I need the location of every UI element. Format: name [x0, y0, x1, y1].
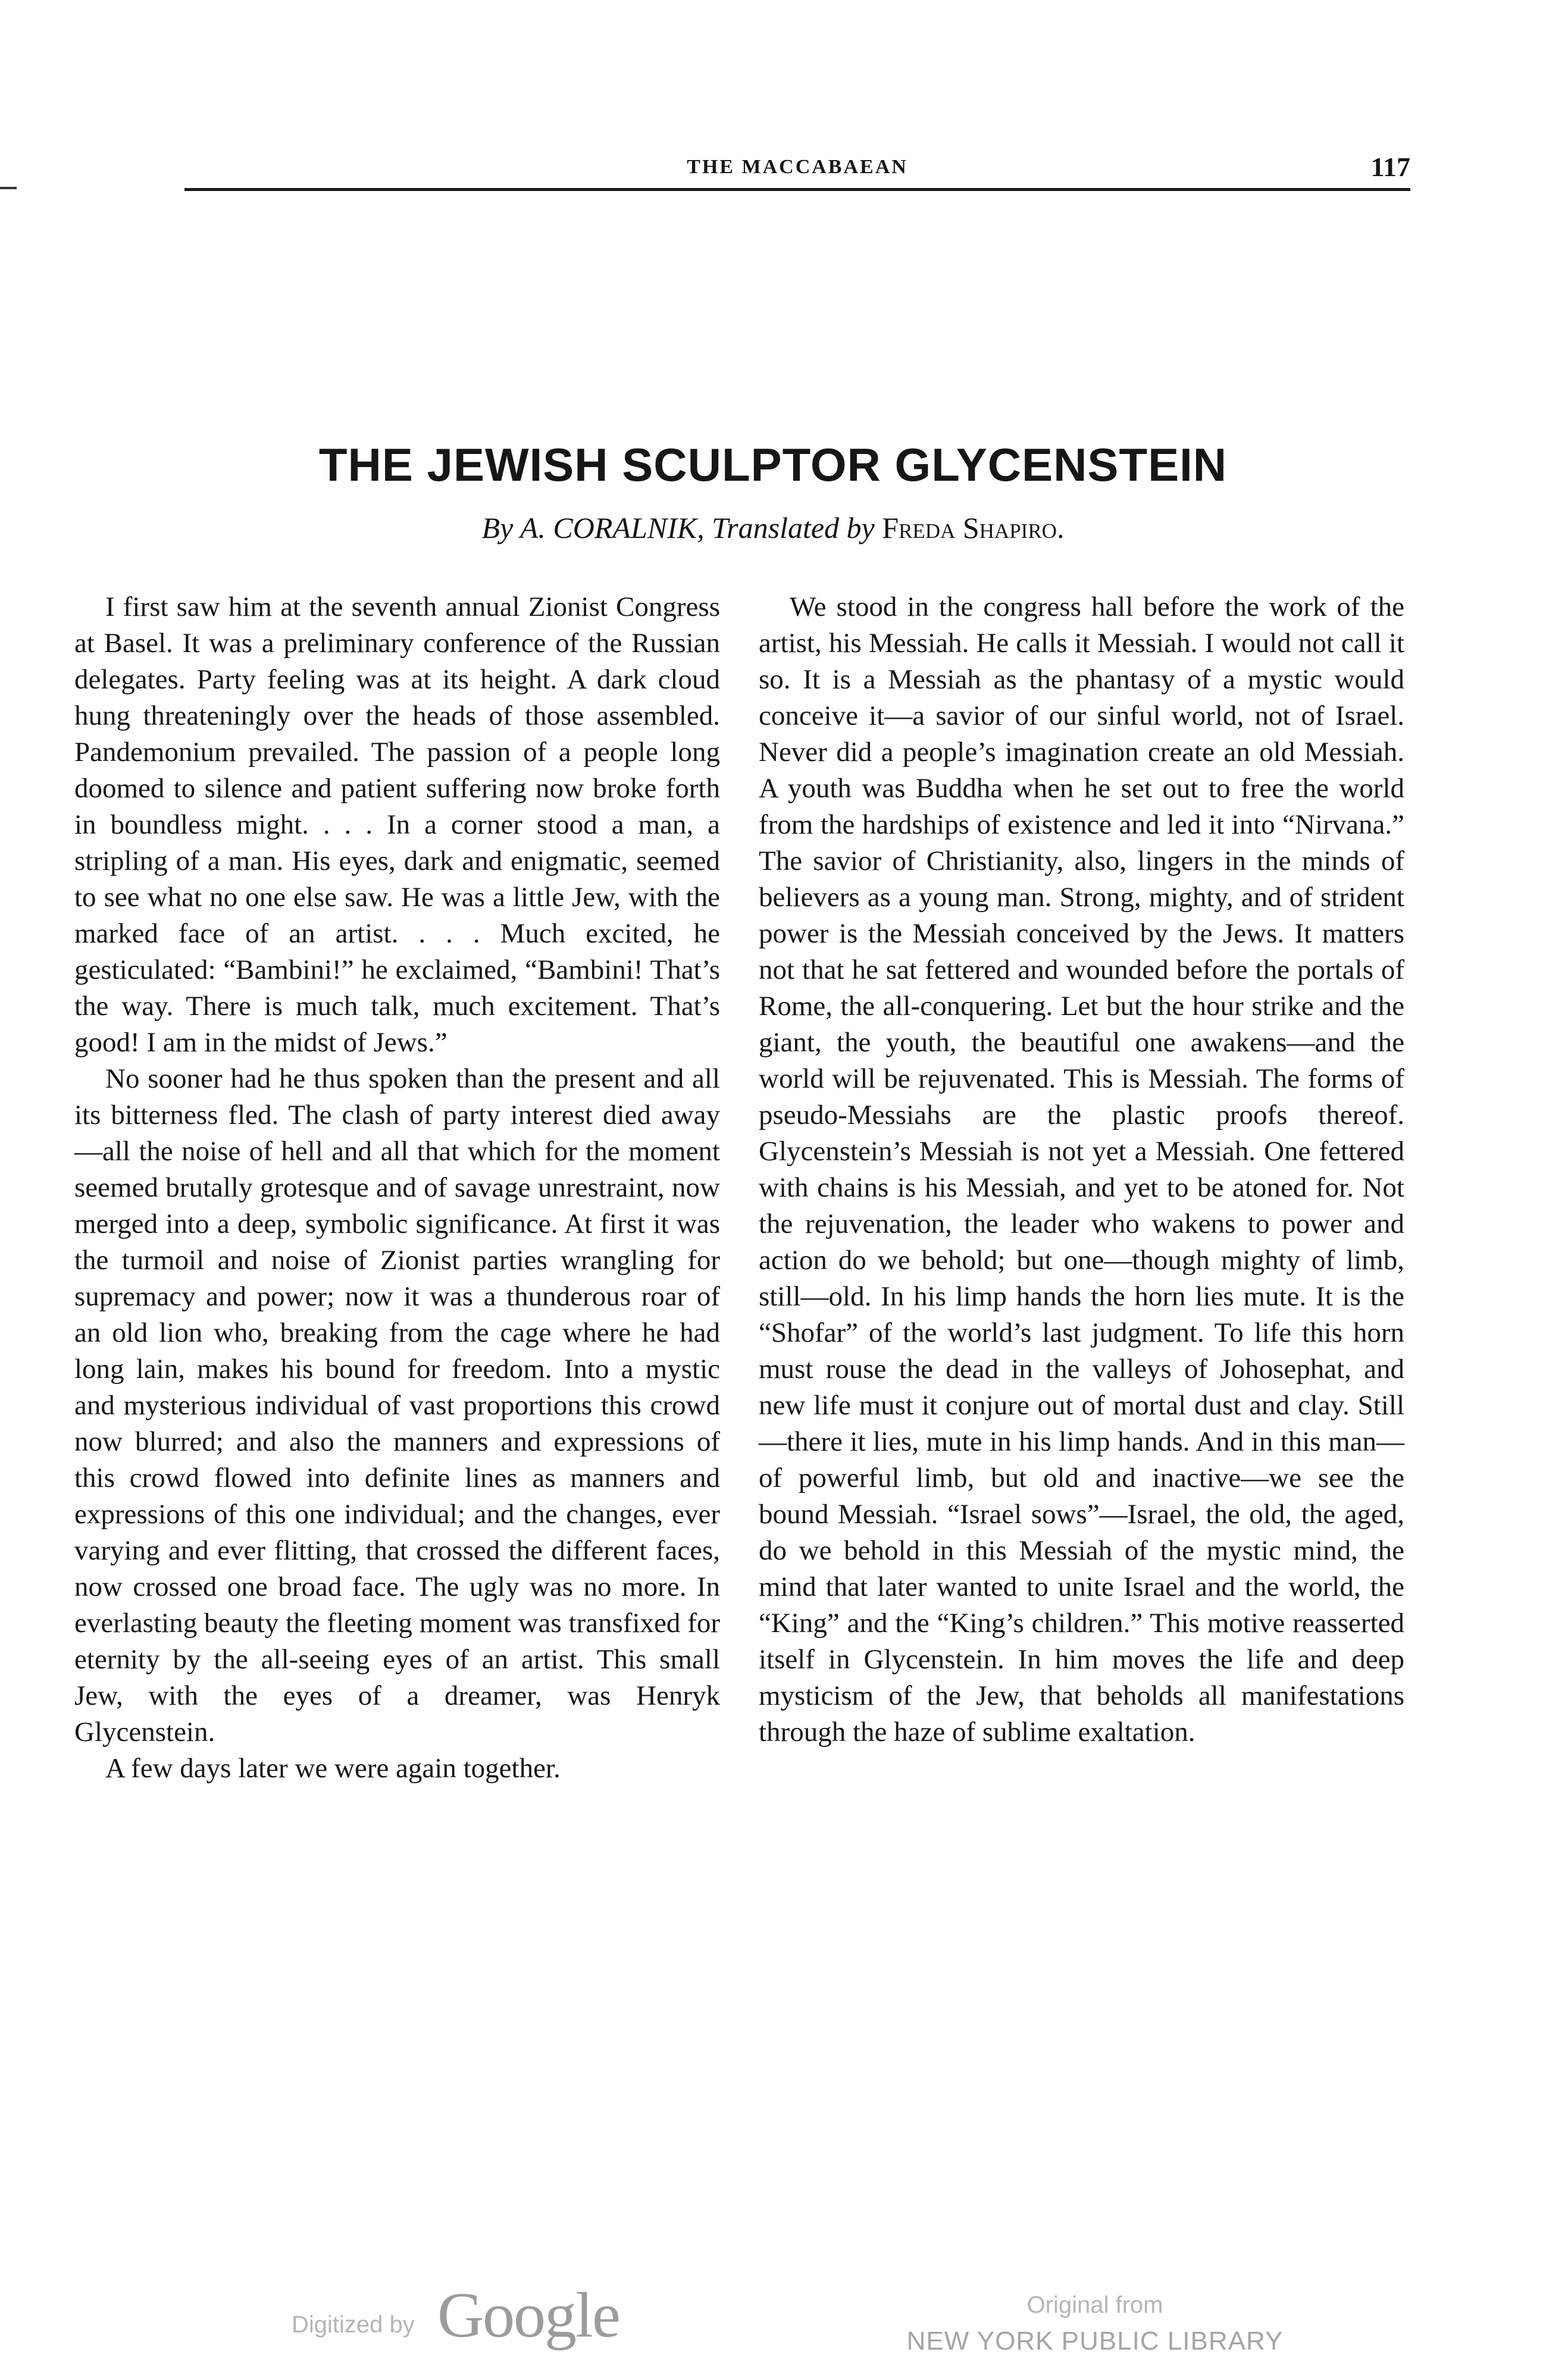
byline-translator: Freda Shapiro.	[882, 511, 1065, 544]
running-head	[184, 152, 1410, 184]
digitized-by-label: Digitized by	[292, 2312, 415, 2338]
google-logo: Google	[437, 2280, 619, 2351]
right-column	[759, 589, 1404, 1750]
byline-author: By A. CORALNIK, Translated by	[481, 511, 875, 544]
digitization-footer	[0, 2279, 1546, 2368]
library-name: NEW YORK PUBLIC LIBRARY	[906, 2326, 1284, 2356]
margin-mark	[0, 187, 17, 189]
paragraph: I first saw him at the seventh annual Zionist Congress at Basel. It was a preliminary conference of the Russian delegates. Party feeling was at its height. A dark cloud hung threateningly over the heads of those assembled. Pandemonium prevailed. The passion of a people long doomed to silence and patient suffering now broke forth in boundless might. . . . In a corner stood a man, a stripling of a man. His eyes, dark and enigmatic, seemed to see what no one else saw. He was a little Jew, with the marked face of an artist. . . . Much excited, he gesticulated: “Bambini!” he exclaimed, “Bambini! That’s the way. There is much talk, much excitement. That’s good! I am in the midst of Jews.”	[74, 591, 720, 1058]
paragraph: We stood in the congress hall before the work of the artist, his Messiah. He calls it Messiah. I would not call it so. It is a Messiah as the phantasy of a mystic would conceive it—a savior of our sinful world, not of Israel. Never did a people’s imagination create an old Messiah. A youth was Buddha when he set out to free the world from the hardships of existence and led it into “Nirvana.” The savior of Christianity, also, lingers in the minds of believers as a young man. Strong, mighty, and of strident power is the Messiah conceived by the Jews. It matters not that he sat fettered and wounded before the portals of Rome, the all-conquering. Let but the hour strike and the giant, the youth, the beautiful one awakens—and the world will be rejuvenated. This is Messiah. The forms of pseudo-Messiahs are the plastic proofs thereof. Glycenstein’s Messiah is not yet a Messiah. One fettered with chains is his Messiah, and yet to be atoned for. Not the rejuvenation, the leader who wakens to power and action do we behold; but one—though mighty of limb, still—old. In his limp hands the horn lies mute. It is the “Shofar” of the world’s last judgment. To life this horn must rouse the dead in the valleys of Johosephat, and new life must it conjure out of mortal dust and clay. Still—there it lies, mute in his limp hands. And in this man—of powerful limb, but old and inactive—we see the bound Messiah. “Israel sows”—Israel, the old, the aged, do we behold in this Messiah of the mystic mind, the mind that later wanted to unite Israel and the world, the “King” and the “King’s children.” This motive reasserted itself in Glycenstein. In him moves the life and deep mysticism of the Jew, that beholds all manifestations through the haze of sublime exaltation.	[759, 591, 1404, 1748]
paragraph: No sooner had he thus spoken than the present and all its bitterness fled. The clash of party interest died away—all the noise of hell and all that which for the moment seemed brutally grotesque and of savage unrestraint, now merged into a deep, symbolic significance. At first it was the turmoil and noise of Zionist parties wrangling for supremacy and power; now it was a thunderous roar of an old lion who, breaking from the cage where he had long lain, makes his bound for freedom. Into a mystic and mysterious individual of vast proportions this crowd now blurred; and also the manners and expressions of this crowd flowed into definite lines as manners and expressions of this one individual; and the changes, ever varying and ever flitting, that crossed the different faces, now crossed one broad face. The ugly was no more. In everlasting beauty the fleeting moment was transfixed for eternity by the all-seeing eyes of an artist. This small Jew, with the eyes of a dreamer, was Henryk Glycenstein.	[74, 1063, 720, 1748]
header-rule	[184, 188, 1410, 191]
original-from-label: Original from	[1027, 2292, 1163, 2318]
article-title: THE JEWISH SCULPTOR GLYCENSTEIN	[318, 439, 1228, 491]
byline	[0, 511, 1546, 545]
paragraph: A few days later we were again together.	[105, 1753, 561, 1784]
journal-name: THE MACCABAEAN	[687, 156, 908, 178]
left-column	[74, 589, 720, 1787]
page-number: 117	[1370, 152, 1410, 182]
